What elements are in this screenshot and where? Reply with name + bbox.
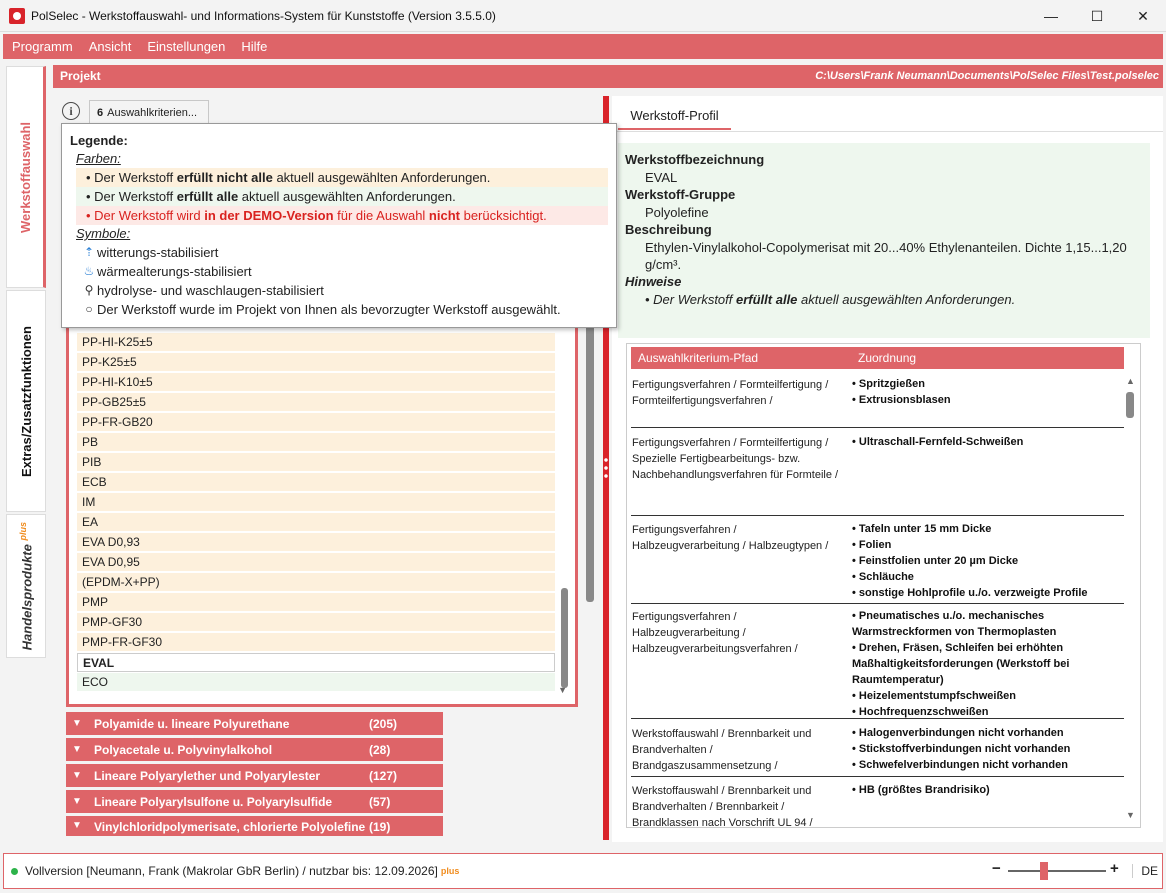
tab-handelsprodukte[interactable] <box>6 514 46 658</box>
tab-extras[interactable] <box>6 290 46 512</box>
table-row <box>631 372 1124 428</box>
assignment-item: • Stickstoffverbindungen nicht vorhanden <box>852 743 1071 755</box>
assignment-item: • HB (größtes Brandrisiko) <box>852 784 990 796</box>
chevron-down-icon: ▼ <box>72 744 82 755</box>
plus-badge: plus <box>17 521 28 541</box>
group-name: Lineare Polyarylsulfone u. Polyarylsulfide <box>94 794 333 809</box>
material-item[interactable]: PB <box>77 433 555 452</box>
criterion-assignment <box>852 782 1122 798</box>
tab-divider <box>612 131 1163 132</box>
tab-werkstoff-profil[interactable]: Werkstoff-Profil <box>618 102 731 130</box>
status-ok-icon <box>11 868 18 875</box>
tab-werkstoffauswahl[interactable] <box>6 66 46 288</box>
material-group[interactable] <box>66 712 443 735</box>
name-label: Werkstoffbezeichnung <box>625 152 765 167</box>
material-item[interactable]: PIB <box>77 453 555 472</box>
legend-symbol-weather: ⇡ witterungs-stabilisiert <box>81 243 608 262</box>
col-assign-header: Zuordnung <box>858 351 917 365</box>
criterion-path: Fertigungsverfahren / Formteilfertigung / Spezielle Fertigbearbeitungs- bzw. Nachbehandlungsverfahren für Formteile / <box>632 437 839 481</box>
material-group[interactable] <box>66 816 443 836</box>
material-item[interactable]: PP-FR-GB20 <box>77 413 555 432</box>
zoom-slider[interactable] <box>992 862 1122 880</box>
profile-summary <box>618 143 1150 338</box>
chevron-down-icon: ▼ <box>72 718 82 729</box>
faucet-icon: ⚲ <box>84 283 94 297</box>
zoom-knob[interactable] <box>1040 862 1048 880</box>
info-icon[interactable]: i <box>62 102 80 120</box>
table-row <box>631 604 1124 719</box>
assignment-item: • Schläuche <box>852 571 914 583</box>
minimize-button[interactable]: — <box>1044 8 1058 24</box>
material-item[interactable]: ECO <box>77 673 555 692</box>
criterion-path: Fertigungsverfahren / Halbzeugverarbeitung / Halbzeugverarbeitungsverfahren / <box>632 611 798 655</box>
group-count: (57) <box>369 794 391 809</box>
material-group[interactable] <box>66 764 443 787</box>
assignment-item: • Spritzgießen <box>852 378 925 390</box>
legend-colors-heading: Farben: <box>76 151 121 166</box>
menu-programm[interactable]: Programm <box>12 39 73 54</box>
group-value: Polyolefine <box>645 205 709 220</box>
table-row <box>631 430 1124 516</box>
criterion-path: Fertigungsverfahren / Halbzeugverarbeitung / Halbzeugtypen / <box>632 524 829 552</box>
chevron-down-icon: ▼ <box>72 796 82 807</box>
zoom-out-button[interactable]: − <box>992 860 1001 877</box>
assignment-item: • Ultraschall-Fernfeld-Schweißen <box>852 436 1024 448</box>
criterion-path: Fertigungsverfahren / Formteilfertigung / Formteilfertigungsverfahren / <box>632 379 829 407</box>
material-item[interactable]: PP-HI-K25±5 <box>77 333 555 352</box>
material-group[interactable] <box>66 790 443 813</box>
material-group[interactable] <box>66 738 443 761</box>
criterion-assignment <box>852 725 1122 773</box>
material-item[interactable]: EA <box>77 513 555 532</box>
criterion-path: Werkstoffauswahl / Brennbarkeit und Brandverhalten / Brennbarkeit / Brandklassen nach Vorschrift UL 94 / <box>632 785 813 828</box>
group-name: Lineare Polyarylether und Polyarylester <box>94 768 321 783</box>
material-item[interactable]: PMP-FR-GF30 <box>77 633 555 652</box>
assignment-item: • Extrusionsblasen <box>852 394 951 406</box>
chevron-down-icon: ▼ <box>72 820 82 831</box>
group-count: (28) <box>369 742 391 757</box>
legend-color-partial: • Der Werkstoff erfüllt nicht alle aktuell ausgewählten Anforderungen. <box>76 168 608 187</box>
legend-symbol-hydrolysis: ⚲ hydrolyse- und waschlaugen-stabilisiert <box>81 281 608 300</box>
scroll-down-icon[interactable]: ▼ <box>558 685 567 695</box>
legend-popup <box>61 123 617 328</box>
weather-icon: ⇡ <box>83 245 95 259</box>
criterion-assignment <box>852 376 1122 408</box>
criteria-table <box>626 343 1141 828</box>
material-list <box>66 327 578 707</box>
material-item[interactable]: PP-K25±5 <box>77 353 555 372</box>
assignment-item: • Tafeln unter 15 mm Dicke <box>852 523 992 535</box>
criteria-count: 6 <box>97 106 104 119</box>
material-item[interactable]: PP-HI-K10±5 <box>77 373 555 392</box>
title-bar <box>0 0 1166 32</box>
assignment-item: • Halogenverbindungen nicht vorhanden <box>852 727 1064 739</box>
scroll-down-icon[interactable]: ▼ <box>1126 810 1135 820</box>
group-count: (205) <box>369 716 398 731</box>
tab-extras-label: Extras/Zusatzfunktionen <box>18 325 34 477</box>
assignment-item: • Heizelementstumpfschweißen <box>852 690 1017 702</box>
material-item[interactable]: ECB <box>77 473 555 492</box>
material-item[interactable]: EVAL <box>77 653 555 672</box>
app-logo-icon <box>9 8 25 24</box>
menu-einstellungen[interactable]: Einstellungen <box>147 39 226 54</box>
zoom-track[interactable] <box>1008 870 1106 872</box>
window-title: PolSelec - Werkstoffauswahl- und Informations-System für Kunststoffe (Version 3.5.5.0) <box>31 8 496 23</box>
tab-handelsprodukte-label: Handelsprodukte <box>19 543 35 651</box>
menu-hilfe[interactable]: Hilfe <box>241 39 268 54</box>
material-list-scrollbar[interactable] <box>559 333 569 693</box>
criterion-assignment <box>852 434 1122 450</box>
menu-ansicht[interactable]: Ansicht <box>88 39 132 54</box>
vertical-tab-bar <box>6 66 46 658</box>
criteria-label: Auswahlkriterien... <box>107 106 197 119</box>
tab-werkstoffauswahl-label: Werkstoffauswahl <box>17 121 33 233</box>
license-status: Vollversion [Neumann, Frank (Makrolar GbR Berlin) / nutzbar bis: 12.09.2026] <box>25 864 438 878</box>
menu-bar <box>3 34 1163 59</box>
criterion-assignment <box>852 521 1122 601</box>
name-value: EVAL <box>645 170 678 185</box>
table-header <box>631 347 1124 369</box>
assignment-item: • sonstige Hohlprofile u./o. verzweigte Profile <box>852 587 1088 599</box>
lightbulb-icon: ○ <box>85 302 93 316</box>
table-row <box>631 517 1124 604</box>
outer-scrollbar-thumb[interactable] <box>586 322 594 602</box>
assignment-item: • Schwefelverbindungen nicht vorhanden <box>852 759 1068 771</box>
zoom-in-button[interactable]: + <box>1110 860 1119 877</box>
group-count: (127) <box>369 768 398 783</box>
table-row <box>631 778 1124 828</box>
legend-title: Legende: <box>70 133 128 148</box>
language-indicator[interactable]: DE <box>1132 864 1158 878</box>
grip-icon <box>604 456 608 482</box>
project-header <box>53 65 1163 88</box>
material-item[interactable]: EVA D0,93 <box>77 533 555 552</box>
project-path: C:\Users\Frank Neumann\Documents\PolSelec Files\Test.polselec <box>815 70 1159 82</box>
scrollbar-thumb[interactable] <box>561 588 568 688</box>
material-item[interactable]: (EPDM-X+PP) <box>77 573 555 592</box>
hint-label: Hinweise <box>625 274 682 289</box>
assignment-item: • Folien <box>852 539 892 551</box>
table-row <box>631 721 1124 777</box>
project-label: Projekt <box>60 69 101 83</box>
status-bar <box>3 853 1163 889</box>
criteria-button[interactable] <box>89 100 209 125</box>
group-count: (19) <box>369 820 391 834</box>
material-item[interactable]: IM <box>77 493 555 512</box>
close-button[interactable]: ✕ <box>1137 7 1149 24</box>
flame-icon: ♨ <box>83 264 95 278</box>
criterion-path: Werkstoffauswahl / Brennbarkeit und Brandverhalten / Brandgaszusammensetzung / <box>632 728 812 772</box>
criterion-assignment <box>852 608 1122 720</box>
scroll-up-icon[interactable]: ▲ <box>1126 376 1135 386</box>
group-label: Werkstoff-Gruppe <box>625 187 736 202</box>
legend-symbol-heat: ♨ wärmealterungs-stabilisiert <box>81 262 608 281</box>
assignment-item: • Hochfrequenzschweißen <box>852 706 989 718</box>
assignment-item: • Pneumatisches u./o. mechanisches Warmstreckformen von Thermoplasten <box>852 610 1057 638</box>
group-name: Polyamide u. lineare Polyurethane <box>94 716 290 731</box>
group-name: Polyacetale u. Polyvinylalkohol <box>94 742 273 757</box>
maximize-button[interactable]: ☐ <box>1090 7 1104 24</box>
table-scrollbar[interactable] <box>1124 374 1138 824</box>
assignment-item: • Feinstfolien unter 20 µm Dicke <box>852 555 1019 567</box>
legend-symbols-heading: Symbole: <box>76 226 131 241</box>
legend-color-demo: • Der Werkstoff wird in der DEMO-Version für die Auswahl nicht berücksichtigt. <box>76 206 608 225</box>
hint-value: • Der Werkstoff erfüllt alle aktuell ausgewählten Anforderungen. <box>645 292 1016 307</box>
group-name: Vinylchloridpolymerisate, chlorierte Polyolefine <box>94 820 366 834</box>
chevron-down-icon: ▼ <box>72 770 82 781</box>
material-item[interactable]: EVA D0,95 <box>77 553 555 572</box>
assignment-item: • Drehen, Fräsen, Schleifen bei erhöhten Maßhaltigkeitsforderungen (Werkstoff bei Raumtemperatur) <box>852 642 1070 686</box>
legend-symbol-preferred: ○ Der Werkstoff wurde im Projekt von Ihnen als bevorzugter Werkstoff ausgewählt. <box>81 300 608 319</box>
description-value: Ethylen-Vinylalkohol-Copolymerisat mit 20...40% Ethylenanteilen. Dichte 1,15...1,20 g/cm³. <box>645 240 1127 272</box>
material-item[interactable]: PP-GB25±5 <box>77 393 555 412</box>
status-plus-badge: plus <box>440 866 460 876</box>
legend-color-full: • Der Werkstoff erfüllt alle aktuell ausgewählten Anforderungen. <box>76 187 608 206</box>
material-item[interactable]: PMP <box>77 593 555 612</box>
description-label: Beschreibung <box>625 222 712 237</box>
col-path-header: Auswahlkriterium-Pfad <box>638 351 759 365</box>
material-item[interactable]: PMP-GF30 <box>77 613 555 632</box>
table-scrollbar-thumb[interactable] <box>1126 392 1134 418</box>
